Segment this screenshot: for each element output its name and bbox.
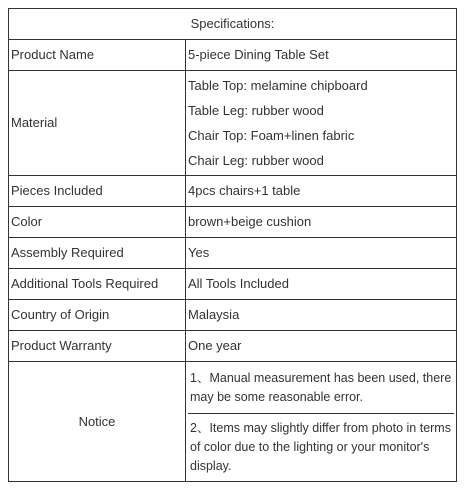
material-line-table-top: Table Top: melamine chipboard (188, 78, 368, 93)
country-of-origin-label: Country of Origin (9, 300, 186, 331)
product-name-label: Product Name (9, 40, 186, 71)
product-warranty-value: One year (186, 331, 457, 362)
table-row (9, 207, 457, 238)
color-value: brown+beige cushion (186, 207, 457, 238)
material-value (186, 71, 457, 176)
material-line-chair-top: Chair Top: Foam+linen fabric (188, 128, 355, 143)
product-warranty-label: Product Warranty (9, 331, 186, 362)
notice-item (188, 362, 454, 414)
header-row (9, 9, 457, 40)
assembly-required-value: Yes (186, 238, 457, 269)
table-row (9, 238, 457, 269)
notice-item (188, 414, 454, 482)
material-line-chair-leg: Chair Leg: rubber wood (188, 153, 324, 168)
notice-item-measurement: 1、Manual measurement has been used, there may be some reasonable error. (188, 362, 454, 414)
table-row (9, 269, 457, 300)
country-of-origin-value: Malaysia (186, 300, 457, 331)
additional-tools-value: All Tools Included (186, 269, 457, 300)
specifications-table (8, 8, 457, 482)
material-line-table-leg: Table Leg: rubber wood (188, 103, 324, 118)
notice-item-color-difference: 2、Items may slightly differ from photo in terms of color due to the lighting or your monitor's display. (190, 421, 451, 473)
table-row (9, 71, 457, 176)
pieces-included-value: 4pcs chairs+1 table (186, 176, 457, 207)
pieces-included-label: Pieces Included (9, 176, 186, 207)
table-row (9, 362, 457, 482)
additional-tools-label: Additional Tools Required (9, 269, 186, 300)
table-row (9, 300, 457, 331)
table-row (9, 176, 457, 207)
assembly-required-label: Assembly Required (9, 238, 186, 269)
table-row (9, 40, 457, 71)
notice-items (188, 362, 454, 481)
product-name-value: 5-piece Dining Table Set (186, 40, 457, 71)
notice-label: Notice (9, 362, 186, 482)
table-row (9, 331, 457, 362)
notice-value (186, 362, 457, 482)
color-label: Color (9, 207, 186, 238)
specifications-header: Specifications: (9, 9, 457, 40)
material-label: Material (9, 71, 186, 176)
